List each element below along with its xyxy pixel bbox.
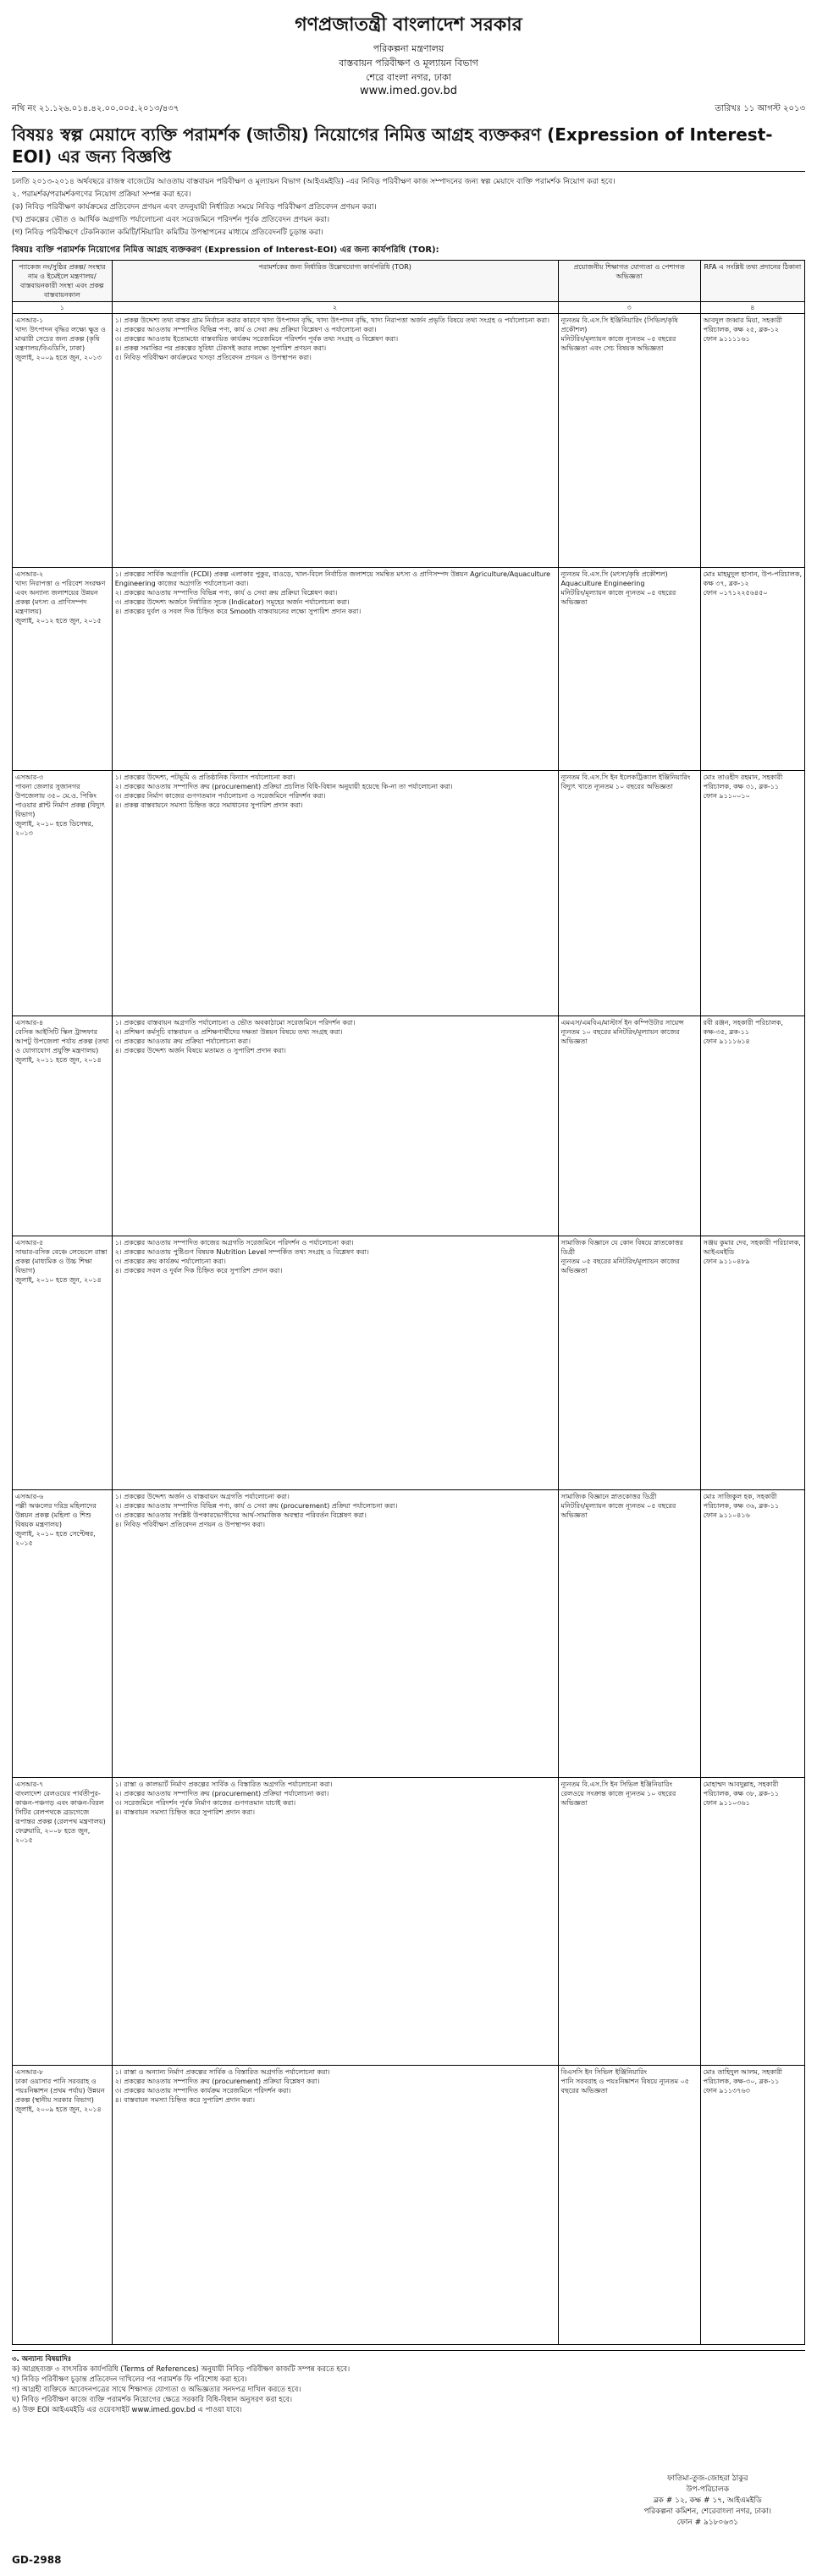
qualification-cell-text: ন্যূনতম বি.এস.সি ইন সিভিল ইঞ্জিনিয়ারিং রেলওয়ে সংক্রান্ত কাজে ন্যূনতম ১০ বছরের অভিজ্ঞতা: [560, 1781, 676, 1807]
package-cell-text: এসআর-৪ বেসিক আইসিটি স্কিল ট্রান্সফার আপটু উপজেলা পর্যায় প্রকল্প (তথ্য ও যোগাযোগ প্রযুক্তি মন্ত্রণালয়) জুলাই, ২০১১ হতে জুন, ২০১৪: [15, 1019, 109, 1064]
qualification-cell: [558, 1490, 700, 1778]
table-row: [13, 2066, 805, 2345]
qualification-cell-text: ন্যূনতম বি.এস.সি ইঞ্জিনিয়ারিং (সিভিল/কৃষি প্রকৌশল) মনিটরিং/মূল্যায়ন কাজে ন্যূনতম ০৫ বছরের অভিজ্ঞতা এবং সেচ বিষয়ক অভিজ্ঞতা: [560, 316, 678, 352]
advertisement-page: [12, 7, 805, 2569]
table-row: [13, 1236, 805, 1490]
column-header: প্যাকেজ নং/সুষ্ঠির প্রকল্প/ সংস্থার নাম ও ইমেইলে মন্ত্রণালয়/বাস্তবায়নকারী সংস্থা এবং প্রকল্প বাস্তবায়নকাল: [13, 261, 113, 302]
address-cell-text: মোহাম্মদ আবদুল্লাহ, সহকারী পরিচালক, কক্ষ ৩৮, ব্লক-১১ ফোন ৯১১০৩৬১: [703, 1781, 780, 1807]
qualification-cell: [558, 568, 700, 771]
address-cell: [700, 1778, 804, 2066]
package-cell: [13, 1236, 113, 1490]
tor-cell: [112, 771, 558, 1016]
division-name: বাস্তবায়ন পরিবীক্ষণ ও মূল্যায়ন বিভাগ: [339, 58, 478, 69]
tor-cell: [112, 1490, 558, 1778]
address-cell-text: মোঃ তাওহীদ রহমান, সহকারী পরিচালক, কক্ষ ৩১, ব্লক-১১ ফোন ৯১১০০১০: [703, 773, 783, 800]
package-cell: [13, 568, 113, 771]
package-cell: [13, 2066, 113, 2345]
tor-cell: [112, 2066, 558, 2345]
qualification-cell-text: সামাজিক বিজ্ঞানে স্নাতকোত্তর ডিগ্রী মনিটরিং/মূল্যায়ন কাজে ন্যূনতম ০৫ বছরের অভিজ্ঞতা: [560, 1493, 676, 1519]
tor-cell: [112, 1016, 558, 1236]
tor-cell-text: ১। প্রকল্পের সার্বিক অগ্রগতি (FCDI) প্রকল্প এলাকার পুকুর, বাওড়ে, খাল-বিলে নির্বাচিত জলাশয়ে সমন্বিত মৎস্য ও প্রাণিসম্পদ উন্নয়ন Agriculture/Aquaculture Engineering কাজের অগ্রগতি পর্যালোচনা করা। ২। প্রকল্পের আওতায় সম্পাদিত বিভিন্ন পণ্য, কার্য ও সেবা ক্রয় প্রক্রিয়া বিশ্লেষণ করা। ৩। প্রকল্পের উদ্দেশ্য অর্জনে নির্ধারিত সূচক (Indicator) সমূহের অর্জন পর্যালোচনা করা। ৪। প্রকল্পের দুর্বল ও সবল দিক চিহ্নিত করে Smooth বাস্তবায়নের লক্ষ্যে সুপারিশ প্রদান করা।: [114, 570, 551, 615]
qualification-cell-text: বিএসসি ইন সিভিল ইঞ্জিনিয়ারিং পানি সরবরাহ ও পয়ঃনিষ্কাশন বিষয়ে ন্যূনতম ০৫ বছরের অভিজ্ঞতা: [560, 2068, 689, 2094]
note-item: গ) আগ্রহী ব্যক্তিকে আবেদনপত্রের সাথে শিক্ষাগত যোগ্যতা ও অভিজ্ঞতার সনদপত্র দাখিল করতে হবে।: [12, 2386, 301, 2394]
ministry-name: পরিকল্পনা মন্ত্রণালয়: [373, 43, 444, 54]
column-number-row: [13, 302, 805, 314]
intro-section: [12, 177, 805, 239]
package-cell-text: এসআর-১ খাদ্য উৎপাদন বৃদ্ধির লক্ষ্যে ক্ষুদ্র ও মাঝারী সেচের জন্য প্রকল্প (কৃষি মন্ত্রণালয়/বিএডিসি, ঢাকা) জুলাই, ২০০৯ হতে জুন, ২০১৩: [15, 316, 106, 361]
tor-cell-text: ১। প্রকল্পের উদ্দেশ্য, পটভূমি ও প্রতিষ্ঠানিক বিন্যাস পর্যালোচনা করা। ২। প্রকল্পের আওতায় সম্পাদিত ক্রয় (procurement) প্রক্রিয়া প্রচলিত বিধি-বিধান অনুযায়ী হয়েছে কি-না তা পর্যালোচনা করা। ৩। প্রকল্পের নির্মাণ কাজের গুণগতমান পর্যালোচনা ও সরেজমিনে পরিদর্শন করা। ৪। প্রকল্প বাস্তবায়নে সমস্যা চিহ্নিত করে সমাধানের সুপারিশ প্রদান করা।: [114, 773, 453, 809]
memo-number: নথি নং ২১.১২৬.০১৪.৪২.০০.০০৫.২০১৩/৪৩৭: [12, 104, 179, 113]
signatory-office: ব্লক # ১২, কক্ষ # ১৭, আইএমইডি: [653, 2496, 762, 2505]
intro-paragraph: ২. পরামর্শক/পরামর্শকগণের নিয়োগ প্রক্রিয়া সম্পন্ন করা হবে।: [12, 190, 191, 199]
address-cell: [700, 2066, 804, 2345]
qualification-cell: [558, 314, 700, 568]
signatory-phone: ফোন # ৯১৮০৬৩১: [676, 2518, 738, 2527]
package-cell: [13, 1016, 113, 1236]
qualification-cell: [558, 1016, 700, 1236]
other-conditions: [12, 2350, 805, 2415]
signature-block: [644, 2474, 771, 2529]
tor-cell: [112, 1778, 558, 2066]
package-cell: [13, 771, 113, 1016]
qualification-cell-text: সামাজিক বিজ্ঞানে যে কোন বিষয়ে স্নাতকোত্তর ডিগ্রী ন্যূনতম ০৫ বছরের মনিটরিং/মূল্যায়ন কাজের অভিজ্ঞতা: [560, 1239, 683, 1274]
tor-cell: [112, 568, 558, 771]
address-cell: [700, 771, 804, 1016]
tor-cell-text: ১। রাস্তা ও কালভার্ট নির্মাণ প্রকল্পের সার্বিক ও বিস্তারিত অগ্রগতি পর্যালোচনা করা। ২। প্রকল্পের আওতায় সম্পাদিত ক্রয় (procurement) প্রক্রিয়া পর্যালোচনা করা। ৩। সরেজমিনে পরিদর্শন পূর্বক নির্মাণ কাজের গুণগতমান যাচাই করা। ৪। বাস্তবায়ন সমস্যা চিহ্নিত করে সুপারিশ প্রদান করা।: [114, 1781, 333, 1816]
intro-paragraph: (গ) নিবিড় পরিবীক্ষণে টেকনিক্যাল কমিটি/স্টিয়ারিং কমিটির উপস্থাপনের মাধ্যমে প্রতিবেদনটি চূড়ান্ত করা।: [12, 228, 323, 237]
package-cell-text: এসআর-২ খাদ্য নিরাপত্তা ও পরিবেশ সংরক্ষণ এবং অন্যান্য জলাশয়ের উন্নয়ন প্রকল্প (মৎস্য ও প্রাণিসম্পদ মন্ত্রণালয়) জুলাই, ২০১২ হতে জুন, ২০১৫: [15, 570, 106, 625]
note-item: ঙ) উক্ত EOI আইএমইডি এর ওয়েবসাইট www.imed.gov.bd এ পাওয়া যাবে।: [12, 2406, 242, 2414]
column-header: পরামর্শকের জন্য নির্ধারিত উল্লেখযোগ্য কার্যপরিধি (TOR): [112, 261, 558, 302]
address-cell: [700, 568, 804, 771]
qualification-cell: [558, 771, 700, 1016]
intro-paragraph: (খ) প্রকল্পের ভৌত ও আর্থিক অগ্রগতি পর্যালোচনা এবং সরেজমিনে পরিদর্শন পূর্বক প্রতিবেদন প্রণয়ন করা।: [12, 216, 330, 224]
tor-cell: [112, 314, 558, 568]
address-cell-text: মোঃ তাহিদুল আলম, সহকারী পরিচালক, কক্ষ-৩০, ব্লক-১১ ফোন ৯১১৩৭৬৩: [703, 2068, 782, 2094]
package-cell: [13, 1778, 113, 2066]
table-row: [13, 1490, 805, 1778]
government-title: গণপ্রজাতন্ত্রী বাংলাদেশ সরকার: [295, 14, 522, 36]
table-row: [13, 771, 805, 1016]
package-cell-text: এসআর-৫ সাভার-রসিক বেঞ্চে লেভেলে রাস্তা প্রকল্প (মাধ্যমিক ও উচ্চ শিক্ষা বিভাগ) জুলাই, ২০১০ হতে জুন, ২০১৪: [15, 1239, 108, 1284]
column-number: ৪: [700, 302, 804, 314]
notes-heading: ৩. অন্যান্য বিষয়াদিঃ: [12, 2355, 72, 2364]
address-cell-text: রবী রঞ্জন, সহকারী পরিচালক, কক্ষ-৩৫, ব্লক-১১ ফোন ৯১১১৬১৪: [703, 1019, 783, 1045]
package-cell-text: এসআর-৬ পল্লী অঞ্চলের দরিদ্র মহিলাদের উন্নয়ন প্রকল্প (মহিলা ও শিশু বিষয়ক মন্ত্রণালয়) জুলাই, ২০১০ হতে সেপ্টেম্বর, ২০১৫: [15, 1493, 97, 1547]
signatory-place: পরিকল্পনা কমিশন, শেরেবাংলা নগর, ঢাকা।: [643, 2507, 771, 2516]
table-row: [13, 314, 805, 568]
package-cell: [13, 314, 113, 568]
address-cell-text: আবদুল জব্বার মিয়া, সহকারী পরিচালক, কক্ষ ২৫, ব্লক-১২ ফোন ৯১১১১৬১: [703, 316, 782, 343]
qualification-cell-text: ন্যূনতম বি.এস.সি ইন ইলেকট্রিক্যাল ইঞ্জিনিয়ারিং বিদ্যুৎ খাতে ন্যূনতম ১০ বছরের অভিজ্ঞতা: [560, 773, 691, 790]
qualification-cell: [558, 2066, 700, 2345]
reference-row: [12, 102, 805, 117]
website-link[interactable]: www.imed.gov.bd: [359, 85, 458, 97]
address-cell: [700, 1016, 804, 1236]
column-header: প্রয়োজনীয় শিক্ষাগত যোগ্যতা ও পেশাগত অভিজ্ঞতা: [558, 261, 700, 302]
memo-date: তারিখঃ ১১ আগস্ট ২০১৩: [715, 104, 805, 113]
print-code: GD-2988: [12, 2554, 62, 2566]
table-row: [13, 1016, 805, 1236]
address-cell-text: সঞ্জয় কুমার দেব, সহকারী পরিচালক, আইএমইডি ফোন ৯১১০৪৮৯: [703, 1239, 801, 1265]
qualification-cell: [558, 1778, 700, 2066]
table-caption: বিষয়ঃ ব্যক্তি পরামর্শক নিয়োগের নিমিত্ত আগ্রহ ব্যক্তকরণ (Expression of Interest-EOI) এর জন্য কার্যপরিধি (TOR):: [12, 245, 439, 255]
column-header: RFA এ সংশ্লিষ্ট তথ্য প্রদানের ঠিকানা: [700, 261, 804, 302]
package-cell-text: এসআর-৭ বাংলাদেশ রেলওয়ের পার্বতীপুর-কাঞ্চন-পঞ্চগড় এবং কাঞ্চন-বিরল সিটির রেলপথকে ব্রডগেজে রূপান্তর প্রকল্প (রেলপথ মন্ত্রণালয়) ফেব্রুয়ারি, ২০০৮ হতে জুন, ২০১৫: [15, 1781, 106, 1844]
table-row: [13, 568, 805, 771]
signatory-title: উপ-পরিচালক: [686, 2485, 729, 2494]
tor-table: [12, 260, 805, 2345]
package-cell-text: এসআর-৩ পাবনা জেলার সুজানগর উপজেলায় ৩৫০ মে.ও. পিকিং পাওয়ার প্লান্ট নির্মাণ প্রকল্প (বিদ্যুৎ বিভাগ) জুলাই, ২০১০ হতে ডিসেম্বর, ২০১৩: [15, 773, 105, 837]
package-cell-text: এসআর-৮ ঢাকা ওয়াসার পানি সরবরাহ ও পয়ঃনিষ্কাশন (প্রথম পর্যায়) উন্নয়ন প্রকল্প (স্থানীয় সরকার বিভাগ) জুলাই, ২০০৯ হতে জুন, ২০১৪: [15, 2068, 105, 2113]
qualification-cell-text: এমএস/এমবিএ/মাস্টার্স ইন কম্পিউটার সায়েন্স ন্যূনতম ১০ বছরের মনিটরিং/মূল্যায়ন কাজের অভিজ্ঞতা: [560, 1019, 684, 1045]
table-body: [13, 314, 805, 2345]
note-item: ঘ) নিবিড় পরিবীক্ষণ কাজে ব্যক্তি পরামর্শক নিয়োগের ক্ষেত্রে সরকারি বিধি-বিধান অনুসরণ করা হবে।: [12, 2396, 293, 2404]
signatory-name: ফাতিমা-তুজ-জোহরা ঠাকুর: [666, 2474, 748, 2483]
note-item: ক) আগ্রহব্যক্ত ৩ বাৎসরিক কার্যপরিধি (Terms of References) অনুযায়ী নিবিড় পরিবীক্ষণ কাজটি সম্পন্ন করতে হবে।: [12, 2365, 351, 2374]
intro-paragraph: চলতি ২০১৩-২০১৪ অর্থবছরে রাজস্ব বাজেটের আওতায় বাস্তবায়ন পরিবীক্ষণ ও মূল্যায়ন বিভাগ (আইএমইডি) -এর নিবিড় পরিবীক্ষণ কাজ সম্পাদনের জন্য স্বল্প মেয়াদে ব্যক্তি পরামর্শক নিয়োগ করা হবে।: [12, 178, 616, 186]
tor-cell-text: ১। প্রকল্পের আওতায় সম্পাদিত কাজের অগ্রগতি সরেজমিনে পরিদর্শন ও পর্যালোচনা করা। ২। প্রকল্পের আওতায় পুষ্টিগুণ বিষয়ক Nutrition Level সম্পর্কিত তথ্য সংগ্রহ ও বিশ্লেষণ করা। ৩। প্রকল্পের ক্রয় কার্যক্রম পর্যালোচনা করা। ৪। প্রকল্পের সবল ও দুর্বল দিক চিহ্নিত করে সুপারিশ প্রদান করা।: [114, 1239, 369, 1274]
tor-cell-text: ১। প্রকল্প উদ্দেশ্য তথ্য বাস্তব গ্রাম নির্বাচন করার কারণে খাদ্য উৎপাদন বৃদ্ধি, খাদ্য উৎপাদন বৃদ্ধি, খাদ্য নিরাপত্তা অর্জন প্রভৃতি বিষয়ে তথ্য সংগ্রহ ও পর্যালোচনা করা। ২। প্রকল্পের আওতায় সম্পাদিত বিভিন্ন পণ্য, কার্য ও সেবা ক্রয় প্রক্রিয়া বিশ্লেষণ ও পর্যালোচনা করা। ৩। প্রকল্পের আওতায় ইতোমধ্যে বাস্তবায়িত কার্যক্রম সরেজমিনে পরিদর্শন পূর্বক তথ্য সংগ্রহ ও বিশ্লেষণ করা। ৪। প্রকল্প সমাপ্তির পর প্রকল্পের সুবিধা টেকসই করার লক্ষ্যে সুপারিশ প্রণয়ন করা। ৫। নিবিড় পরিবীক্ষণ কার্যক্রমের খসড়া প্রতিবেদন প্রণয়ন ও উপস্থাপন করা।: [114, 316, 549, 361]
tor-cell-text: ১। প্রকল্পের উদ্দেশ্য অর্জন ও বাস্তবায়ন অগ্রগতি পর্যালোচনা করা। ২। প্রকল্পের আওতায় সম্পাদিত বিভিন্ন পণ্য, কার্য ও সেবা ক্রয় (procurement) প্রক্রিয়া পর্যালোচনা করা। ৩। প্রকল্পের আওতায় সংশ্লিষ্ট উপকারভোগীদের আর্থ-সামাজিক অবস্থার পরিবর্তন বিশ্লেষণ করা। ৪। নিবিড় পরিবীক্ষণ প্রতিবেদন প্রণয়ন ও উপস্থাপন করা।: [114, 1493, 398, 1528]
tor-cell-text: ১। রাস্তা ও অন্যান্য নির্মাণ প্রকল্পের সার্বিক ও বিস্তারিত অগ্রগতি পর্যালোচনা করা। ২। প্রকল্পের আওতায় সম্পাদিত ক্রয় (procurement) প্রক্রিয়া বিশ্লেষণ করা। ৩। প্রকল্পের আওতায় সম্পাদিত কার্যক্রম সরেজমিনে পরিদর্শন করা। ৪। বাস্তবায়ন সমস্যা চিহ্নিত করে সুপারিশ প্রদান করা।: [114, 2068, 330, 2104]
office-address: শেরে বাংলা নগর, ঢাকা: [366, 72, 451, 83]
intro-paragraph: (ক) নিবিড় পরিবীক্ষণ কার্যক্রমের প্রতিবেদন প্রণয়ন এবং তদনুযায়ী নির্ধারিত সময়ে নিবিড় পরিবীক্ষণ প্রতিবেদন প্রণয়ন করা।: [12, 203, 377, 212]
qualification-cell: [558, 1236, 700, 1490]
column-number: ২: [112, 302, 558, 314]
tor-cell: [112, 1236, 558, 1490]
table-header-row: [13, 261, 805, 302]
package-cell: [13, 1490, 113, 1778]
address-cell: [700, 1236, 804, 1490]
address-cell-text: মোঃ সাজিকুল হক, সহকারী পরিচালক, কক্ষ ৩৬, ব্লক-১১ ফোন ৯১১০৪১৬: [703, 1493, 780, 1519]
address-cell: [700, 1490, 804, 1778]
header: [12, 10, 805, 97]
address-cell: [700, 314, 804, 568]
note-item: খ) নিবিড় পরিবীক্ষণ চূড়ান্ত প্রতিবেদন দাখিলের পর পরামর্শক ফি পরিশোধ করা হবে।: [12, 2375, 247, 2384]
subject-line: বিষয়ঃ স্বল্প মেয়াদে ব্যক্তি পরামর্শক (জাতীয়) নিয়োগের নিমিত্ত আগ্রহ ব্যক্তকরণ (Expression of Interest- EOI) এর জন্য বিজ্ঞপ্তি: [12, 124, 805, 172]
table-row: [13, 1778, 805, 2066]
column-number: ১: [13, 302, 113, 314]
column-number: ৩: [558, 302, 700, 314]
tor-cell-text: ১। প্রকল্পের বাস্তবায়ন অগ্রগতি পর্যালোচনা ও ভৌত অবকাঠামো সরেজমিনে পরিদর্শন করা। ২। প্রশিক্ষণ কর্মসূচি বাস্তবায়ন ও প্রশিক্ষণার্থীদের দক্ষতা উন্নয়ন বিষয়ে তথ্য সংগ্রহ করা। ৩। প্রকল্পের আওতায় ক্রয় প্রক্রিয়া পর্যালোচনা করা। ৪। প্রকল্পের উদ্দেশ্য অর্জন বিষয়ে মতামত ও সুপারিশ প্রদান করা।: [114, 1019, 356, 1054]
qualification-cell-text: ন্যূনতম বি.এস.সি (মৎস্য/কৃষি প্রকৌশল) Aquaculture Engineering মনিটরিং/মূল্যায়ন কাজে ন্যূনতম ০৫ বছরের অভিজ্ঞতা: [560, 570, 676, 606]
address-cell-text: মোঃ মাহমুদুল হাসান, উপ-পরিচালক, কক্ষ ৩৭, ব্লক-১২ ফোন ০১৭১২২৫৬৪৫০: [703, 570, 802, 597]
